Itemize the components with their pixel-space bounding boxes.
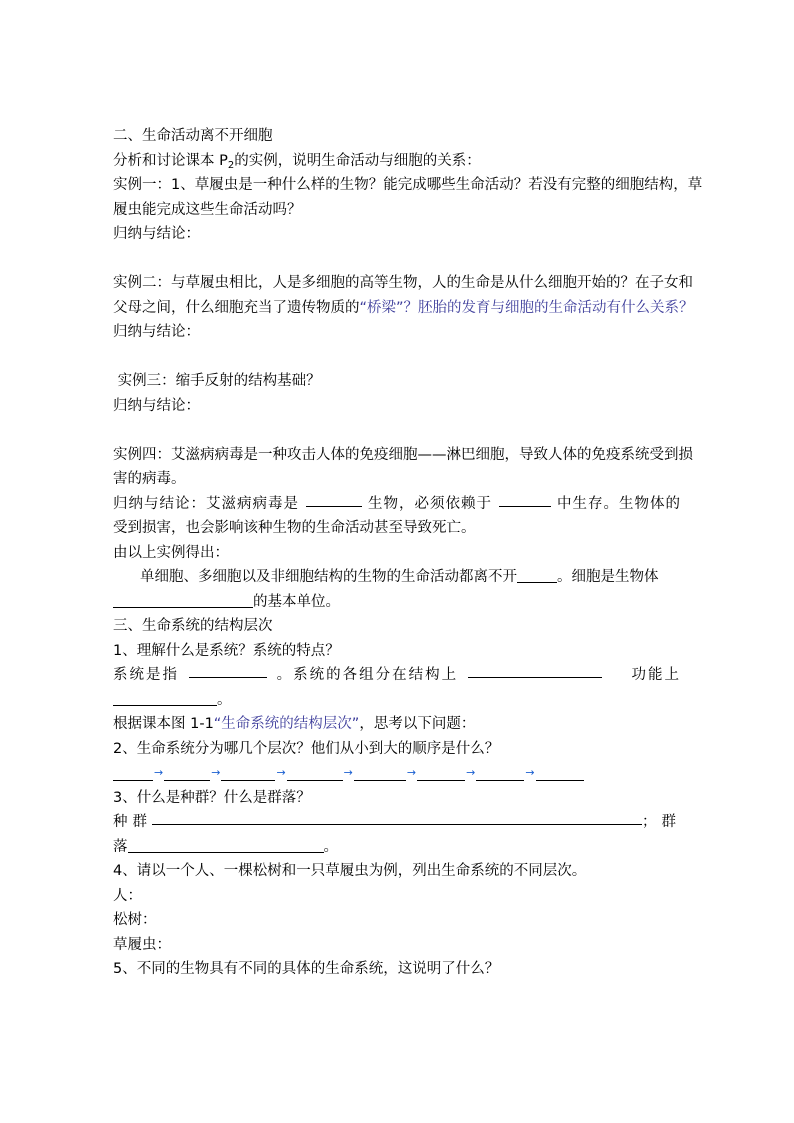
question-2: 2、生命系统分为哪几个层次？他们从小到大的顺序是什么？ [113,740,500,757]
blank-level-6[interactable] [417,766,465,781]
blank-community[interactable] [128,838,324,853]
blank-level-4[interactable] [287,766,343,781]
structure-label: 。系统的各组分在结构上 [276,667,459,683]
summary-line-2 [113,590,681,615]
period: 。 [217,691,232,708]
page-subscript: 2 [227,159,235,171]
example-4-line-1: 实例四：艾滋病病毒是一种攻击人体的免疫细胞——淋巴细胞，导致人体的免疫系统受到损 [113,446,693,463]
conclusion-text-a: 归纳与结论：艾滋病病毒是 [113,495,299,512]
intro-line [113,149,681,174]
example-3: 实例三：缩手反射的结构基础？ [113,373,321,389]
example-2-bridge-question: “桥梁”？胚胎的发育与细胞的生命活动有什么关系？ [359,299,694,316]
blank-basic-unit[interactable] [113,593,253,608]
intro-text-b: 的实例，说明生命活动与细胞的关系： [234,152,481,169]
summary-text-b: 。细胞是生物体 [557,569,659,585]
summary-text-c: 的基本单位。 [253,593,340,610]
question-3: 3、什么是种群？什么是群落？ [113,789,311,806]
figure-title: “生命系统的结构层次” [213,716,360,732]
intro-text-a: 分析和讨论课本 P [113,152,228,169]
pine-label: 松树： [113,912,157,928]
blank-cannot-leave[interactable] [517,568,557,583]
example-4-conclusion-line-2: 受到损害，也会影响该种生物的生命活动甚至导致死亡。 [113,520,476,536]
conclusion-label-1: 归纳与结论： [113,226,200,242]
population-label: 种群 [113,814,152,830]
section-2-title: 二、生命活动离不开细胞 [113,128,273,144]
community-label-start: ；群 [642,814,681,830]
blank-depends-on[interactable] [499,492,551,507]
person-label: 人： [113,887,142,904]
arrow-icon: → [154,766,164,779]
blank-level-2[interactable] [164,766,210,781]
worksheet-page [113,124,703,982]
example-2-line-2 [113,296,694,321]
figure-reference [113,712,681,737]
summary-text-a: 单细胞、多细胞以及非细胞结构的生物的生命活动都离不开 [140,569,517,585]
arrow-icon: → [211,766,221,779]
function-label: 功能上 [631,667,681,683]
example-4-line-2: 害的病毒。 [113,471,186,487]
period: 。 [323,838,338,855]
blank-virus-type[interactable] [306,492,362,507]
community-line [113,835,681,860]
from-examples: 由以上实例得出： [113,544,229,561]
question-1: 1、理解什么是系统？系统的特点？ [113,642,340,659]
arrow-icon: → [466,766,476,779]
blank-system-definition[interactable] [189,663,267,678]
system-is-label: 系统是指 [113,667,179,683]
blank-population[interactable] [152,810,642,825]
blank-level-8[interactable] [536,766,584,781]
population-line [113,810,681,835]
arrow-icon: → [406,766,417,779]
question-5: 5、不同的生物具有不同的具体的生命系统，这说明了什么？ [113,961,500,977]
arrow-icon: → [525,766,535,779]
example-4-conclusion-line-1 [113,492,681,517]
system-definition-line [113,663,681,688]
blank-level-1[interactable] [113,766,153,781]
example-2-text: 父母之间，什么细胞充当了遗传物质的 [113,299,360,316]
question-4: 4、请以一个人、一棵松树和一只草履虫为例，列出生命系统的不同层次。 [113,863,587,879]
arrow-icon: → [343,766,353,779]
example-1-line-2: 履虫能完成这些生命活动吗？ [113,201,302,218]
figure-ref-text: 根据课本图 1-1 [113,716,214,732]
example-1-line-1: 实例一：1、草履虫是一种什么样的生物？能完成哪些生命活动？若没有完整的细胞结构，草 [113,177,703,193]
conclusion-label-3: 归纳与结论： [113,397,200,414]
summary-line-1 [113,565,681,590]
figure-ref-suffix: ，思考以下问题： [359,716,476,732]
blank-structure[interactable] [468,663,602,678]
blank-function[interactable] [113,691,217,706]
blank-level-3[interactable] [221,766,275,781]
community-label-end: 落 [113,838,128,855]
hierarchy-chain [113,761,681,786]
blank-level-7[interactable] [476,766,524,781]
paramecium-label: 草履虫： [113,936,171,953]
conclusion-text-c: 中生存。生物体的 [557,495,681,512]
system-function-line [113,688,681,713]
section-3-title: 三、生命系统的结构层次 [113,618,273,634]
conclusion-label-2: 归纳与结论： [113,324,200,340]
conclusion-text-b: 生物，必须依赖于 [368,495,492,512]
blank-level-5[interactable] [354,766,406,781]
example-2-line-1: 实例二：与草履虫相比，人是多细胞的高等生物，人的生命是从什么细胞开始的？在子女和 [113,275,693,291]
arrow-icon: → [276,766,286,779]
